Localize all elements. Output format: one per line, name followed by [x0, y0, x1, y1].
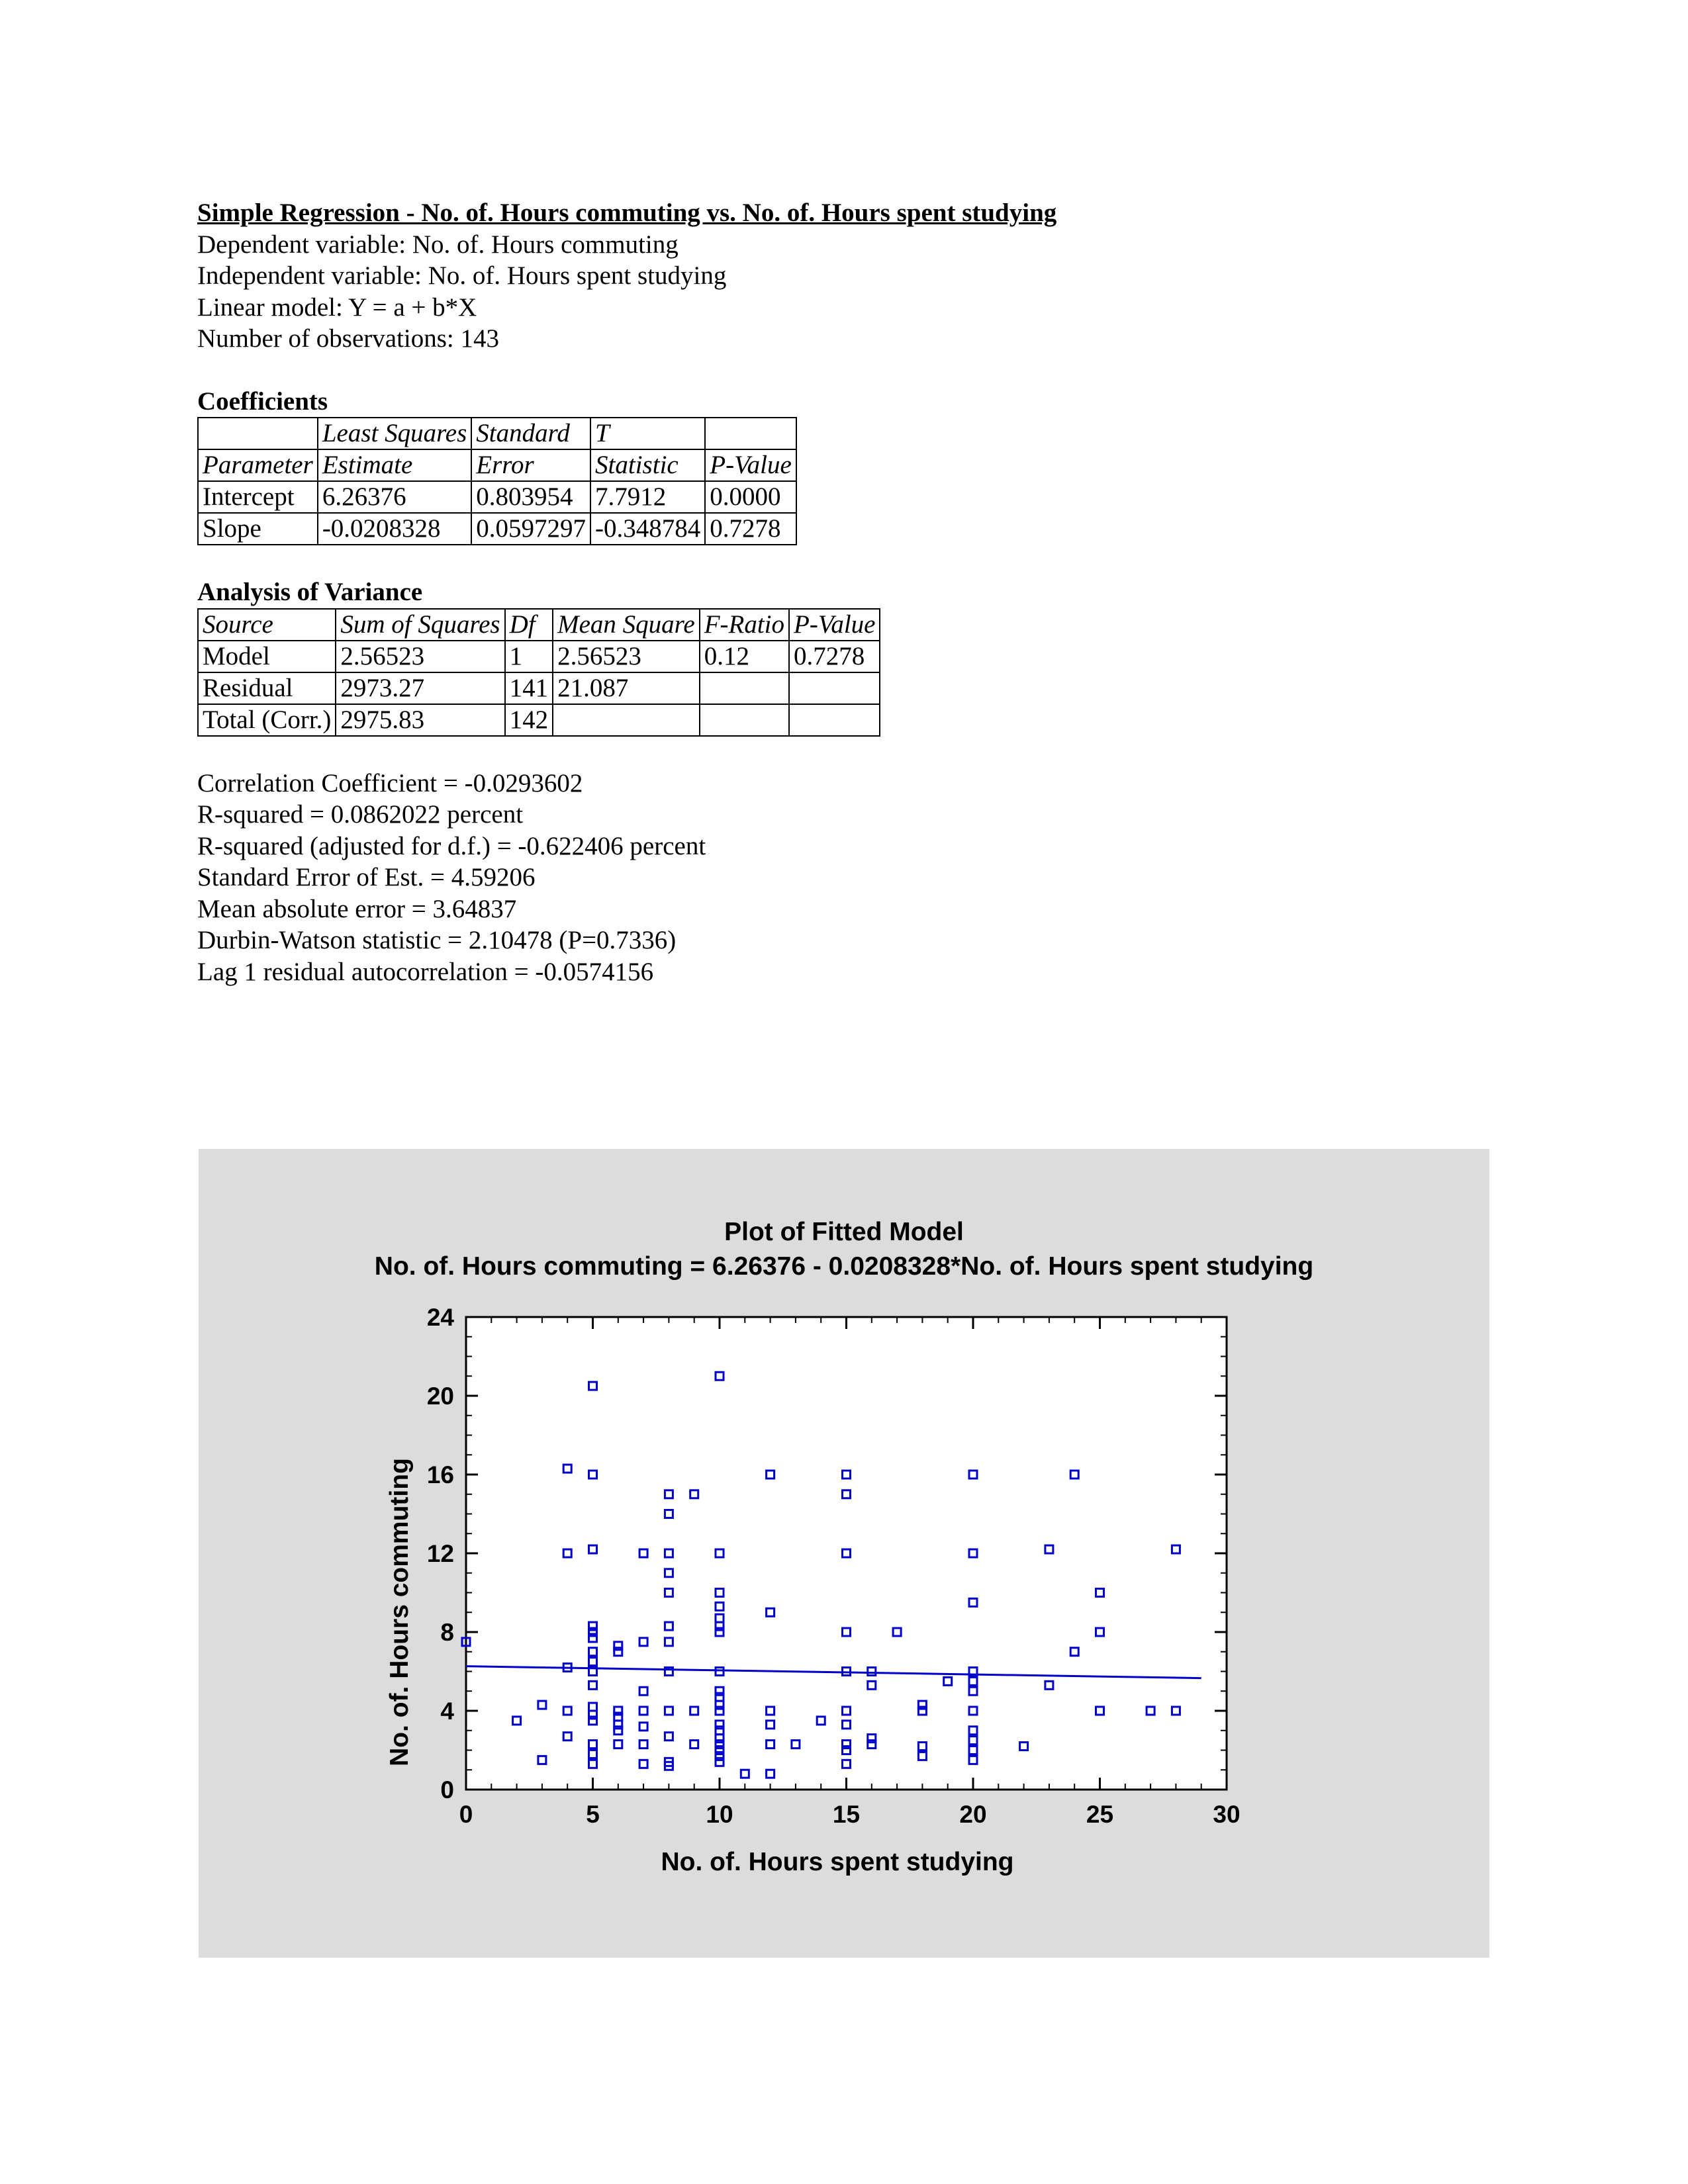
coefficients-header-row — [198, 418, 796, 449]
table-cell: 142 — [505, 704, 553, 736]
chart-subtitle: No. of. Hours commuting = 6.26376 - 0.0208328*No. of. Hours spent studying — [374, 1252, 1314, 1281]
table-cell: 2973.27 — [336, 672, 504, 704]
anova-heading: Analysis of Variance — [197, 578, 423, 606]
table-cell: Mean Square — [553, 609, 700, 641]
stat-line: Lag 1 residual autocorrelation = -0.0574156 — [197, 957, 654, 986]
table-cell: 0.7278 — [789, 641, 880, 672]
coefficients-heading: Coefficients — [197, 387, 328, 416]
y-tick-label: 16 — [426, 1461, 454, 1488]
anova-header-row — [198, 609, 880, 641]
x-tick-label: 15 — [832, 1801, 861, 1828]
table-cell — [789, 672, 880, 704]
table-cell: 2.56523 — [553, 641, 700, 672]
table-cell: Least Squares — [318, 418, 471, 449]
table-cell: Sum of Squares — [336, 609, 504, 641]
stat-line: R-squared (adjusted for d.f.) = -0.622406 percent — [197, 831, 706, 860]
table-cell — [198, 418, 318, 449]
table-cell: 0.12 — [700, 641, 789, 672]
table-cell — [700, 672, 789, 704]
table-cell: 1 — [505, 641, 553, 672]
table-cell: 2975.83 — [336, 704, 504, 736]
stat-line: Durbin-Watson statistic = 2.10478 (P=0.7336) — [197, 926, 677, 954]
table-cell: -0.348784 — [590, 513, 705, 545]
table-cell: 0.0000 — [705, 481, 796, 513]
y-tick-label: 8 — [440, 1619, 454, 1646]
x-tick-label: 20 — [959, 1801, 987, 1828]
stat-line: Standard Error of Est. = 4.59206 — [197, 863, 536, 891]
coefficients-table — [197, 417, 797, 545]
y-tick-label: 24 — [426, 1304, 454, 1331]
table-cell: Slope — [198, 513, 318, 545]
y-tick-label: 12 — [426, 1540, 454, 1567]
table-cell: Statistic — [590, 449, 705, 481]
linear-model: Linear model: Y = a + b*X — [197, 293, 477, 322]
chart-panel — [199, 1149, 1489, 1958]
table-cell — [553, 704, 700, 736]
table-cell: Error — [471, 449, 590, 481]
x-tick-label: 25 — [1086, 1801, 1114, 1828]
independent-variable: Independent variable: No. of. Hours spent studying — [197, 261, 727, 290]
chart-title: Plot of Fitted Model — [724, 1218, 964, 1246]
table-cell: Intercept — [198, 481, 318, 513]
table-cell: Total (Corr.) — [198, 704, 336, 736]
table-cell — [789, 704, 880, 736]
table-cell: P-Value — [705, 449, 796, 481]
x-tick-label: 0 — [459, 1801, 473, 1828]
stat-line: Correlation Coefficient = -0.0293602 — [197, 768, 583, 797]
y-tick-label: 20 — [426, 1383, 454, 1410]
plot-layer — [427, 1304, 1241, 1828]
table-cell: 6.26376 — [318, 481, 471, 513]
observation-count: Number of observations: 143 — [197, 324, 500, 353]
table-cell: 141 — [505, 672, 553, 704]
table-cell: P-Value — [789, 609, 880, 641]
table-cell — [705, 418, 796, 449]
table-cell: 0.803954 — [471, 481, 590, 513]
table-cell: 2.56523 — [336, 641, 504, 672]
table-row — [198, 481, 796, 513]
y-tick-label: 4 — [440, 1698, 454, 1725]
x-tick-label: 10 — [706, 1801, 733, 1828]
table-cell: 21.087 — [553, 672, 700, 704]
table-cell: Model — [198, 641, 336, 672]
y-axis-label: No. of. Hours commuting — [385, 1458, 414, 1766]
table-cell: F-Ratio — [700, 609, 789, 641]
table-cell: T — [590, 418, 705, 449]
x-tick-label: 30 — [1213, 1801, 1241, 1828]
table-cell: 0.7278 — [705, 513, 796, 545]
stat-line: Mean absolute error = 3.64837 — [197, 894, 517, 923]
report-text — [197, 197, 1455, 987]
table-cell: 0.0597297 — [471, 513, 590, 545]
table-row — [198, 641, 880, 672]
x-axis-label: No. of. Hours spent studying — [661, 1848, 1014, 1876]
coefficients-header-row — [198, 449, 796, 481]
y-tick-label: 0 — [440, 1776, 454, 1803]
x-tick-label: 5 — [586, 1801, 600, 1828]
table-cell: 7.7912 — [590, 481, 705, 513]
stat-line: R-squared = 0.0862022 percent — [197, 800, 524, 829]
table-cell: Standard — [471, 418, 590, 449]
report-title: Simple Regression - No. of. Hours commuting vs. No. of. Hours spent studying — [197, 199, 1057, 227]
plot-area — [466, 1317, 1227, 1790]
fitted-model-chart — [199, 1149, 1489, 1958]
table-row — [198, 672, 880, 704]
anova-table — [197, 608, 880, 737]
table-row — [198, 513, 796, 545]
table-cell: Df — [505, 609, 553, 641]
table-cell: Residual — [198, 672, 336, 704]
table-cell: Source — [198, 609, 336, 641]
dependent-variable: Dependent variable: No. of. Hours commuting — [197, 230, 679, 259]
table-cell: -0.0208328 — [318, 513, 471, 545]
table-cell: Parameter — [198, 449, 318, 481]
table-row — [198, 704, 880, 736]
table-cell: Estimate — [318, 449, 471, 481]
table-cell — [700, 704, 789, 736]
